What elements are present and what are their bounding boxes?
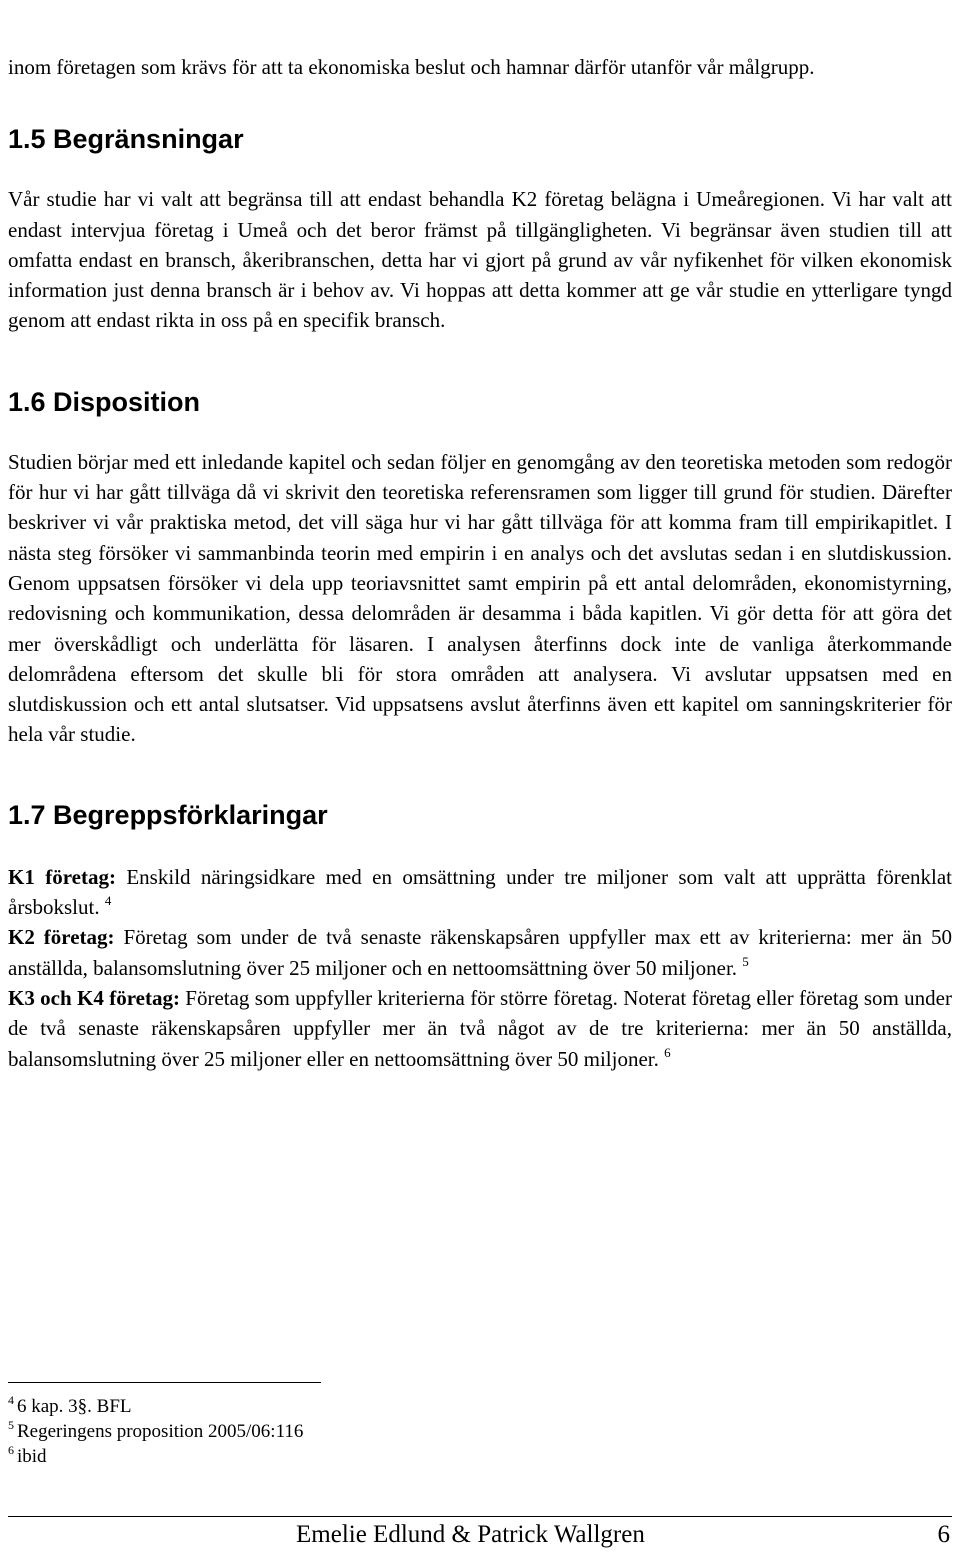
footnote-separator — [8, 1382, 321, 1383]
footnote-item — [8, 1394, 303, 1419]
footnote-number: 6 — [8, 1443, 14, 1457]
footnote-number: 4 — [8, 1393, 14, 1407]
definition-text: Enskild näringsidkare med en omsättning under tre miljoner som valt att upprätta förenklat årsbokslut. — [8, 864, 952, 920]
definition-text: Företag som uppfyller kriterierna för större företag. Noterat företag eller företag som under de två senaste räkenskapsåren uppfyller mer än två något av de tre kriterierna: mer än 50 anställda, balansomslutning över 25 miljoner eller en nettoomsättning över 50 miljoner. — [8, 985, 952, 1071]
intro-paragraph: inom företagen som krävs för att ta ekonomiska beslut och hamnar därför utanför vår målgrupp. — [8, 55, 815, 79]
footnote-text: Regeringens proposition 2005/06:116 — [17, 1421, 304, 1442]
footnote-ref[interactable]: 5 — [742, 953, 749, 969]
footnote-text: 6 kap. 3§. BFL — [17, 1396, 132, 1417]
footer-authors: Emelie Edlund & Patrick Wallgren — [296, 1521, 645, 1548]
footnote-number: 5 — [8, 1418, 14, 1432]
definition-text: Företag som under de två senaste räkenskapsåren uppfyller max ett av kriterierna: mer än 50 anställda, balansomslutning över 25 miljoner och en nettoomsättning över 50 miljoner. — [8, 925, 952, 980]
definition-term: K1 företag: — [8, 864, 116, 889]
definition-term: K2 företag: — [8, 925, 115, 950]
definition-k1 — [8, 862, 952, 923]
page-number: 6 — [937, 1521, 950, 1548]
definition-term: K3 och K4 företag: — [8, 985, 180, 1010]
section-1-6-paragraph: Studien börjar med ett inledande kapitel och sedan följer en genomgång av den teoretiska metoden som redogör för hur vi har gått tillväga då vi skrivit den teoretiska referensramen som ligger till grund för studien. Därefter beskriver vi vår praktiska metod, det vill säga hur vi har gått tillväga för att komma fram till empirikapitlet. I nästa steg försöker vi sammanbinda teorin med empirin i en analys och det avslutas sedan i en slutdiskussion. Genom uppsatsen försöker vi dela upp teoriavsnittet samt empirin på ett antal delområden, ekonomistyrning, redovisning och kommunikation, dessa delområden är desamma i båda kapitlen. Vi gör detta för att göra det mer överskådligt och underlätta för läsaren. I analysen återfinns dock inte de vanliga återkommande delområdena eftersom det skulle bli för stora områden att analysera. Vi avslutar uppsatsen med en slutdiskussion och ett antal slutsatser. Vid uppsatsens avslut återfinns även ett kapitel om sanningskriterier för hela vår studie. — [8, 449, 952, 747]
section-heading-1-5: 1.5 Begränsningar — [8, 124, 244, 155]
section-heading-1-6: 1.6 Disposition — [8, 386, 201, 417]
section-1-5-paragraph: Vår studie har vi valt att begränsa till att endast behandla K2 företag belägna i Umeåregionen. Vi har valt att endast intervjua företag i Umeå och det beror främst på tillgängligheten. Vi begränsar även studien till att omfatta endast en bransch, åkeribranschen, detta har vi gjort på grund av vår nyfikenhet för vilken ekonomisk information just denna bransch är i behov av. Vi hoppas att detta kommer att ge vår studie en ytterligare tyngd genom att endast rikta in oss på en specifik bransch. — [8, 187, 952, 333]
section-heading-1-7: 1.7 Begreppsförklaringar — [8, 799, 328, 830]
footnote-item — [8, 1419, 303, 1444]
footnote-text: ibid — [17, 1446, 47, 1467]
footnote-ref[interactable]: 4 — [104, 893, 112, 909]
footnotes — [8, 1394, 303, 1469]
footnote-ref[interactable]: 6 — [664, 1044, 671, 1060]
footnote-item — [8, 1444, 303, 1469]
definitions-list — [8, 862, 952, 1074]
definition-k2 — [8, 922, 952, 983]
document-page — [8, 52, 952, 1074]
definition-k3-k4 — [8, 983, 952, 1074]
footer-separator — [8, 1516, 952, 1517]
